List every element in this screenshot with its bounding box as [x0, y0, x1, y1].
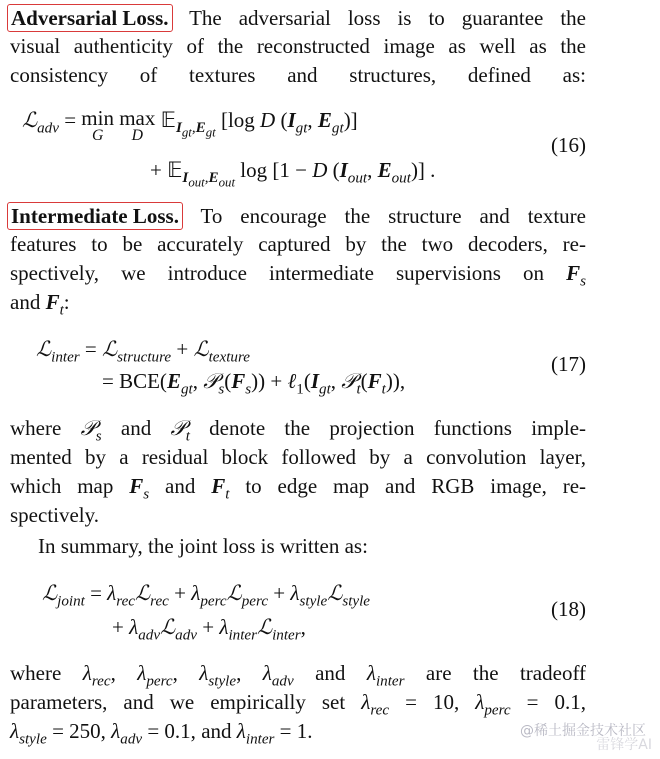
intermediate-loss-text-1: To encourage the structure and texture: [200, 204, 587, 228]
equation-17-line-1: ℒ$_{inter}$ = ℒ$_{structure}$ + ℒ$_{texture}$: [36, 337, 250, 366]
tradeoff-text-2a: parameters, and we empirically set: [10, 690, 346, 714]
projection-text-3b: and: [165, 474, 196, 498]
intermediate-loss-line-4: and $F_t$:: [10, 290, 70, 319]
projection-text-1b: and: [120, 416, 152, 440]
tradeoff-para-line-2: parameters, and we empirically set $\lambda_{rec} = 10$, $\lambda_{perc} = 0.1$,: [10, 690, 587, 719]
projection-para-line-1: where 𝒫$_s$ and 𝒫$_t$ denote the projection functions imple-: [10, 416, 587, 445]
projection-text-3a: which map: [10, 474, 114, 498]
watermark-text: @稀土掘金技术社区: [520, 723, 646, 739]
adversarial-loss-heading: Adversarial Loss.: [7, 4, 173, 32]
summary-line: In summary, the joint loss is written as:: [38, 534, 368, 558]
equation-18-line-1: ℒ$_{joint}$ = $\lambda_{rec}ℒ_{rec}$ + $\lambda_{perc}ℒ_{perc}$ + $\lambda_{style}ℒ_{style}$: [42, 581, 371, 610]
adversarial-loss-text-1: The adversarial loss is to guarantee the: [189, 6, 587, 30]
tradeoff-text-1b: and: [315, 661, 346, 685]
equation-16-line-1: ℒ$_{adv}$ = min G max D 𝔼$_{I_{gt},E_{gt}}$ [log D ($I_{gt}$, $E_{gt}$)]: [22, 106, 358, 144]
tradeoff-para-line-1: where $\lambda_{rec}$, $\lambda_{perc}$, $\lambda_{style}$, $\lambda_{adv}$ and $\lambda_{inter}$ are the tradeoff: [10, 661, 587, 690]
equation-16-number: (16): [551, 133, 586, 157]
projection-text-1a: where: [10, 416, 62, 440]
adversarial-loss-line-3: consistency of textures and structures, defined as:: [10, 63, 586, 87]
watermark-text-2: 雷锋学AI: [596, 737, 652, 753]
projection-text-3c: to edge map and RGB image, re-: [245, 474, 587, 498]
projection-text-1c: denote the projection functions imple-: [209, 416, 587, 440]
equation-17-line-2: = $BCE(E_{gt}$, $𝒫_s(F_s)$) + $\ell_1(I_{gt}$, $𝒫_t(F_t)$),: [102, 369, 406, 398]
equation-18-number: (18): [551, 597, 586, 621]
intermediate-loss-line-1: [10, 202, 586, 230]
intermediate-loss-line-2: features to be accurately captured by the two decoders, re-: [10, 232, 586, 256]
intermediate-loss-text-3: spectively, we introduce intermediate supervisions on: [10, 261, 545, 285]
adversarial-loss-line-1: [10, 4, 586, 32]
intermediate-loss-heading: Intermediate Loss.: [7, 202, 183, 230]
equation-17-number: (17): [551, 352, 586, 376]
tradeoff-text-3-and: and: [201, 719, 232, 743]
equation-16-line-2: + 𝔼$_{I_{out},E_{out}}$ log [1 − D ($I_{out}$, $E_{out}$)] .: [150, 158, 436, 190]
tradeoff-text-1c: are the tradeoff: [425, 661, 587, 685]
projection-para-line-4: spectively.: [10, 503, 100, 527]
adversarial-loss-line-2: visual authenticity of the reconstructed image as well as the: [10, 34, 586, 58]
equation-18-line-2: + $\lambda_{adv}ℒ_{adv}$ + $\lambda_{inter}ℒ_{inter}$,: [112, 615, 306, 644]
intermediate-loss-text-4: and: [10, 290, 41, 314]
tradeoff-para-line-3: $\lambda_{style} = 250$, $\lambda_{adv} = 0.1$, and $\lambda_{inter} = 1$.: [10, 719, 313, 748]
projection-para-line-2: mented by a residual block followed by a convolution layer,: [10, 445, 586, 469]
intermediate-loss-line-3: spectively, we introduce intermediate supervisions on $F_s$: [10, 261, 587, 290]
projection-para-line-3: which map $F_s$ and $F_t$ to edge map and RGB image, re-: [10, 474, 587, 503]
tradeoff-text-1a: where: [10, 661, 62, 685]
